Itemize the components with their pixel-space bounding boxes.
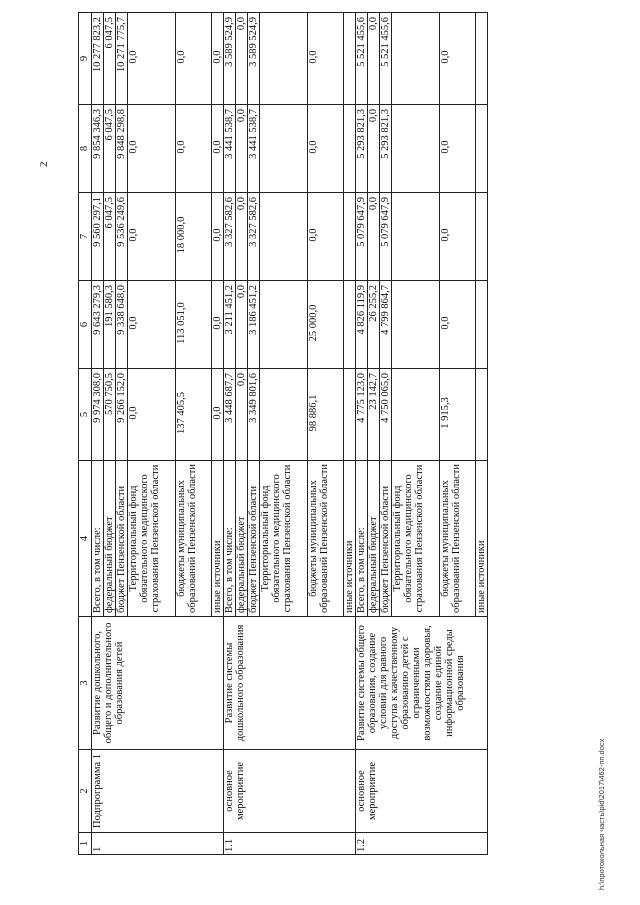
amount-cell — [260, 281, 308, 369]
amount-cell: 9 536 249,6 — [116, 193, 128, 281]
amount-cell: 9 848 298,8 — [116, 105, 128, 193]
amount-cell: 3 349 801,6 — [248, 369, 260, 461]
amount-cell: 4 826 119,9 — [356, 281, 368, 369]
amount-cell — [260, 13, 308, 105]
amount-cell: 3 589 524,9 — [248, 13, 260, 105]
amount-cell: 9 560 297,1 — [92, 193, 104, 281]
amount-cell: 0,0 — [308, 105, 344, 193]
column-number: 2 — [79, 750, 92, 833]
funding-source: Территориальный фонд обязательного медицинского страхования Пензенской области — [260, 461, 308, 617]
row-title: Развитие системы дошкольного образования — [224, 617, 356, 750]
column-number: 5 — [79, 369, 92, 461]
amount-cell — [344, 193, 356, 281]
amount-cell: 3 327 582,6 — [224, 193, 236, 281]
amount-cell — [476, 13, 488, 105]
amount-cell: 5 293 821,3 — [380, 105, 392, 193]
amount-cell — [344, 13, 356, 105]
amount-cell — [392, 105, 440, 193]
funding-source: бюджеты муниципальных образований Пензенской области — [440, 461, 476, 617]
funding-source: федеральный бюджет — [104, 461, 116, 617]
funding-source: бюджеты муниципальных образований Пензенской области — [176, 461, 212, 617]
funding-source: бюджет Пензенской области — [116, 461, 128, 617]
funding-source: федеральный бюджет — [368, 461, 380, 617]
amount-cell: 5 293 821,3 — [356, 105, 368, 193]
row-title: Развитие системы общего образования, создание условий для равного доступа к качественному образованию детей с ограниченными возможностями здоровья, создание единой информационной среды образования — [356, 617, 488, 750]
amount-cell — [344, 281, 356, 369]
table-row — [356, 13, 368, 855]
amount-cell: 0,0 — [128, 369, 176, 461]
amount-cell — [260, 193, 308, 281]
amount-cell: 3 186 451,2 — [248, 281, 260, 369]
amount-cell — [392, 281, 440, 369]
funding-source: Территориальный фонд обязательного медицинского страхования Пензенской области — [392, 461, 440, 617]
amount-cell: 25 000,0 — [308, 281, 344, 369]
amount-cell: 5 079 647,9 — [356, 193, 368, 281]
amount-cell: 113 051,0 — [176, 281, 212, 369]
amount-cell: 9 854 346,3 — [92, 105, 104, 193]
funding-source: иные источники — [476, 461, 488, 617]
amount-cell: 6 047,5 — [104, 13, 116, 105]
amount-cell: 3 441 538,7 — [224, 105, 236, 193]
amount-cell: 9 974 308,0 — [92, 369, 104, 461]
amount-cell — [260, 369, 308, 461]
amount-cell: 0,0 — [176, 13, 212, 105]
amount-cell: 0,0 — [236, 193, 248, 281]
amount-cell — [392, 369, 440, 461]
amount-cell: 18 000,0 — [176, 193, 212, 281]
row-title: Развитие дошкольного, общего и дополнительного образования детей — [92, 617, 224, 750]
amount-cell: 23 142,7 — [368, 369, 380, 461]
amount-cell: 6 047,5 — [104, 105, 116, 193]
amount-cell: 0,0 — [236, 369, 248, 461]
amount-cell: 0,0 — [236, 281, 248, 369]
row-type: основное мероприятие — [224, 750, 356, 833]
amount-cell: 4 799 864,7 — [380, 281, 392, 369]
column-number: 6 — [79, 281, 92, 369]
row-number: 1.2 — [356, 833, 488, 855]
amount-cell: 570 750,5 — [104, 369, 116, 461]
table-row — [92, 13, 104, 855]
amount-cell: 5 521 455,6 — [380, 13, 392, 105]
column-number: 8 — [79, 105, 92, 193]
amount-cell: 0,0 — [368, 193, 380, 281]
amount-cell: 0,0 — [176, 105, 212, 193]
column-number: 4 — [79, 461, 92, 617]
amount-cell: 191 580,3 — [104, 281, 116, 369]
amount-cell — [476, 369, 488, 461]
amount-cell: 0,0 — [212, 105, 224, 193]
amount-cell: 0,0 — [368, 105, 380, 193]
amount-cell: 0,0 — [212, 13, 224, 105]
amount-cell: 0,0 — [308, 193, 344, 281]
amount-cell: 3 589 524,9 — [224, 13, 236, 105]
funding-source: бюджет Пензенской области — [248, 461, 260, 617]
column-number: 1 — [79, 833, 92, 855]
column-number: 3 — [79, 617, 92, 750]
amount-cell: 4 750 065,0 — [380, 369, 392, 461]
amount-cell — [344, 369, 356, 461]
amount-cell: 3 211 451,2 — [224, 281, 236, 369]
funding-source: федеральный бюджет — [236, 461, 248, 617]
funding-source: Всего, в том числе: — [224, 461, 236, 617]
file-path-footer: h:\протокольная часть\pid\2017\462-пп.docx — [597, 738, 606, 890]
amount-cell: 9 266 152,0 — [116, 369, 128, 461]
amount-cell — [392, 193, 440, 281]
amount-cell: 5 079 647,9 — [380, 193, 392, 281]
amount-cell: 137 405,5 — [176, 369, 212, 461]
amount-cell: 1 915,3 — [440, 369, 476, 461]
amount-cell: 0,0 — [236, 13, 248, 105]
amount-cell: 0,0 — [236, 105, 248, 193]
row-number: 1.1 — [224, 833, 356, 855]
amount-cell: 5 521 455,6 — [356, 13, 368, 105]
amount-cell — [344, 105, 356, 193]
amount-cell: 3 441 538,7 — [248, 105, 260, 193]
amount-cell: 10 277 823,2 — [92, 13, 104, 105]
amount-cell: 0,0 — [308, 13, 344, 105]
funding-source: Территориальный фонд обязательного медицинского страхования Пензенской области — [128, 461, 176, 617]
amount-cell: 4 775 123,0 — [356, 369, 368, 461]
amount-cell: 0,0 — [440, 281, 476, 369]
amount-cell: 26 255,2 — [368, 281, 380, 369]
amount-cell: 3 327 582,6 — [248, 193, 260, 281]
column-number-row — [79, 13, 92, 855]
funding-table — [78, 12, 488, 855]
amount-cell: 0,0 — [212, 369, 224, 461]
amount-cell — [476, 193, 488, 281]
amount-cell: 3 448 687,7 — [224, 369, 236, 461]
funding-source: Всего, в том числе: — [356, 461, 368, 617]
amount-cell: 0,0 — [212, 193, 224, 281]
amount-cell — [260, 105, 308, 193]
amount-cell: 0,0 — [212, 281, 224, 369]
column-number: 9 — [79, 13, 92, 105]
table-row — [224, 13, 236, 855]
amount-cell — [476, 105, 488, 193]
amount-cell — [476, 281, 488, 369]
amount-cell: 0,0 — [128, 105, 176, 193]
amount-cell: 6 047,5 — [104, 193, 116, 281]
amount-cell: 0,0 — [440, 193, 476, 281]
amount-cell: 0,0 — [128, 281, 176, 369]
amount-cell: 98 886,1 — [308, 369, 344, 461]
amount-cell: 9 338 648,0 — [116, 281, 128, 369]
row-type: Подпрограмма 1 — [92, 750, 224, 833]
amount-cell: 0,0 — [440, 105, 476, 193]
funding-source: Всего, в том числе: — [92, 461, 104, 617]
amount-cell: 0,0 — [128, 193, 176, 281]
amount-cell: 0,0 — [440, 13, 476, 105]
funding-source: иные источники — [344, 461, 356, 617]
amount-cell: 0,0 — [368, 13, 380, 105]
amount-cell — [392, 13, 440, 105]
page-number: 2 — [38, 161, 50, 167]
funding-source: бюджеты муниципальных образований Пензенской области — [308, 461, 344, 617]
row-number: 1 — [92, 833, 224, 855]
funding-source: бюджет Пензенской области — [380, 461, 392, 617]
amount-cell: 0,0 — [128, 13, 176, 105]
row-type: основное мероприятие — [356, 750, 488, 833]
funding-source: иные источники — [212, 461, 224, 617]
column-number: 7 — [79, 193, 92, 281]
amount-cell: 10 271 775,7 — [116, 13, 128, 105]
amount-cell: 9 643 279,3 — [92, 281, 104, 369]
